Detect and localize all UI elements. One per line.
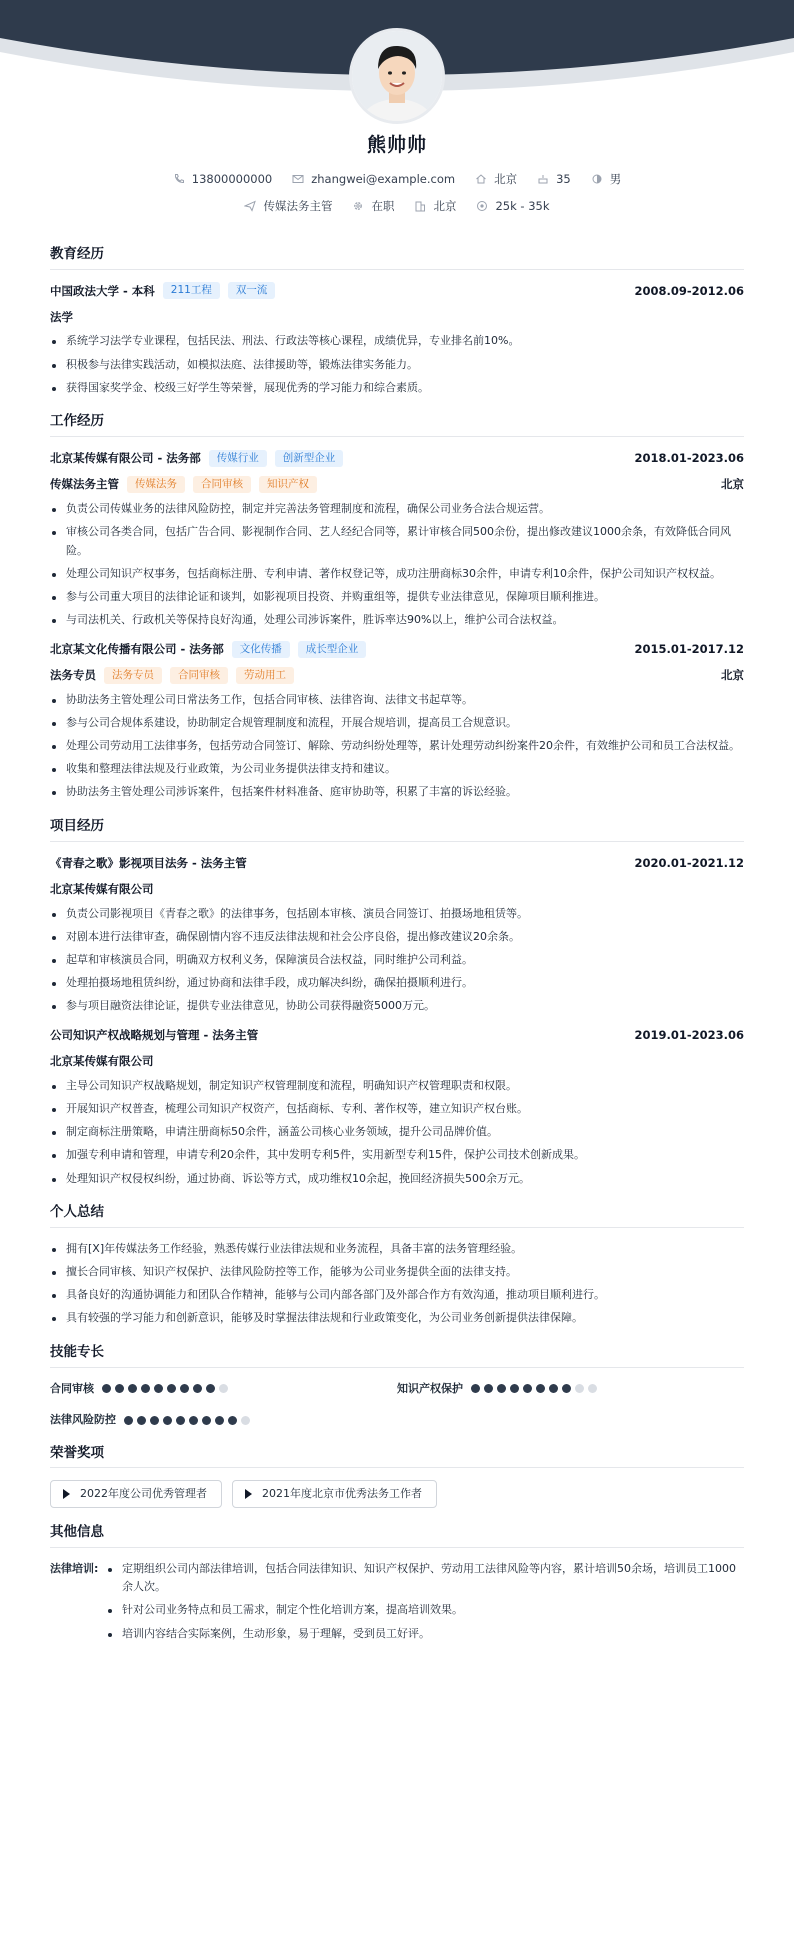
play-icon xyxy=(63,1489,70,1499)
skills-section xyxy=(50,1342,744,1429)
candidate-name: 熊帅帅 xyxy=(366,134,427,156)
project-company: 北京某传媒有限公司 xyxy=(50,1054,154,1069)
skill-dot-filled xyxy=(102,1384,111,1393)
list-item: 处理公司劳动用工法律事务，包括劳动合同签订、解除、劳动纠纷处理等，累计处理劳动纠纷案件20余件，有效维护公司和员工合法权益。 xyxy=(50,737,744,756)
skill-dot-empty xyxy=(588,1384,597,1393)
work-entry xyxy=(50,640,744,802)
building-icon xyxy=(414,200,426,212)
skill-dot-filled xyxy=(523,1384,532,1393)
skill-dot-empty xyxy=(575,1384,584,1393)
work-date: 2015.01-2017.12 xyxy=(634,641,744,656)
role-head xyxy=(50,475,317,493)
tag: 知识产权 xyxy=(259,476,317,493)
skill-level-dots xyxy=(471,1384,597,1393)
list-item: 获得国家奖学金、校级三好学生等荣誉，展现优秀的学习能力和综合素质。 xyxy=(50,379,744,398)
age-item xyxy=(537,170,571,188)
status-item xyxy=(352,197,394,215)
list-item: 与司法机关、行政机关等保持良好沟通，处理公司涉诉案件，胜诉率达90%以上，维护公司合法权益。 xyxy=(50,611,744,630)
school-name: 中国政法大学 - 本科 xyxy=(50,283,155,298)
gender-icon xyxy=(591,173,603,185)
status-text: 在职 xyxy=(371,199,395,213)
work-date: 2018.01-2023.06 xyxy=(634,451,744,466)
list-item: 起草和审核演员合同，明确双方权利义务，保障演员合法权益，同时维护公司利益。 xyxy=(50,951,744,970)
tag: 传媒行业 xyxy=(209,450,267,467)
company-name: 北京某文化传播有限公司 - 法务部 xyxy=(50,641,224,656)
honors-section xyxy=(50,1443,744,1508)
project-list xyxy=(50,905,744,1016)
award-badge xyxy=(232,1480,437,1508)
skills-grid xyxy=(50,1380,744,1429)
project-name: 《青春之歌》影视项目法务 - 法务主管 xyxy=(50,855,247,870)
list-item: 培训内容结合实际案例，生动形象，易于理解，受到员工好评。 xyxy=(106,1625,744,1644)
other-label: 法律培训: xyxy=(50,1561,99,1575)
role-head xyxy=(50,666,294,684)
list-item: 定期组织公司内部法律培训，包括合同法律知识、知识产权保护、劳动用工法律风险等内容，累计培训50余场，培训员工1000余人次。 xyxy=(106,1560,744,1597)
other-list xyxy=(106,1560,744,1648)
skill-dot-filled xyxy=(536,1384,545,1393)
list-item: 参与项目融资法律论证，提供专业法律意见，协助公司获得融资5000万元。 xyxy=(50,997,744,1016)
skill-dot-filled xyxy=(193,1384,202,1393)
phone-icon xyxy=(173,173,185,185)
award-badge xyxy=(50,1480,222,1508)
tag: 211工程 xyxy=(163,282,220,299)
list-item: 拥有[X]年传媒法务工作经验，熟悉传媒行业法律法规和业务流程，具备丰富的法务管理经验。 xyxy=(50,1240,744,1259)
skill-dot-empty xyxy=(241,1416,250,1425)
mail-icon xyxy=(292,173,304,185)
list-item: 具有较强的学习能力和创新意识，能够及时掌握法律法规和行业政策变化，为公司业务创新提供法律保障。 xyxy=(50,1309,744,1328)
list-item: 开展知识产权普查，梳理公司知识产权资产，包括商标、专利、著作权等，建立知识产权台账。 xyxy=(50,1100,744,1119)
list-item: 制定商标注册策略，申请注册商标50余件，涵盖公司核心业务领域，提升公司品牌价值。 xyxy=(50,1123,744,1142)
skill-dot-filled xyxy=(228,1416,237,1425)
salary-item xyxy=(476,197,549,215)
section-title: 项目经历 xyxy=(50,816,744,842)
list-item: 负责公司传媒业务的法律风险防控，制定并完善法务管理制度和流程，确保公司业务合法合规运营。 xyxy=(50,500,744,519)
tag: 法务专员 xyxy=(104,667,162,684)
work-head xyxy=(50,449,343,467)
skill-dot-filled xyxy=(167,1384,176,1393)
project-header xyxy=(50,854,744,872)
play-icon xyxy=(245,1489,252,1499)
list-item: 参与公司合规体系建设，协助制定合规管理制度和流程，开展合规培训，提高员工合规意识。 xyxy=(50,714,744,733)
home-icon xyxy=(475,173,487,185)
list-item: 对剧本进行法律审查，确保剧情内容不违反法律法规和社会公序良俗，提出修改建议20余条。 xyxy=(50,928,744,947)
summary-list xyxy=(50,1240,744,1328)
other-section xyxy=(50,1522,744,1648)
list-item: 处理知识产权侵权纠纷，通过协商、诉讼等方式，成功维权10余起，挽回经济损失500余万元。 xyxy=(50,1170,744,1189)
role-row xyxy=(50,666,744,684)
project-section xyxy=(50,816,744,1188)
list-item: 针对公司业务特点和员工需求，制定个性化培训方案，提高培训效果。 xyxy=(106,1601,744,1620)
skill-item xyxy=(397,1380,744,1398)
skill-item xyxy=(50,1380,397,1398)
phone-text: 13800000000 xyxy=(191,172,273,186)
education-head xyxy=(50,282,275,300)
gender-text: 男 xyxy=(609,172,622,186)
skill-level-dots xyxy=(102,1384,228,1393)
section-title: 个人总结 xyxy=(50,1202,744,1228)
skill-dot-filled xyxy=(497,1384,506,1393)
awards-list xyxy=(50,1480,744,1508)
gender-item xyxy=(591,170,622,188)
tag: 双一流 xyxy=(228,282,276,299)
skill-dot-filled xyxy=(215,1416,224,1425)
section-title: 荣誉奖项 xyxy=(50,1443,744,1469)
project-date: 2020.01-2021.12 xyxy=(634,855,744,870)
list-item: 审核公司各类合同，包括广告合同、影视制作合同、艺人经纪合同等，累计审核合同500余份，提出修改建议1000余条，有效降低合同风险。 xyxy=(50,523,744,560)
other-info xyxy=(50,1560,744,1648)
tag: 合同审核 xyxy=(193,476,251,493)
list-item: 系统学习法学专业课程，包括民法、刑法、行政法等核心课程，成绩优异，专业排名前10%。 xyxy=(50,332,744,351)
skill-dot-filled xyxy=(202,1416,211,1425)
contact-row-basic xyxy=(0,170,794,188)
award-text: 2022年度公司优秀管理者 xyxy=(80,1487,207,1501)
skill-dot-filled xyxy=(154,1384,163,1393)
role-name: 传媒法务主管 xyxy=(50,477,119,492)
work-list xyxy=(50,500,744,630)
gear-icon xyxy=(352,200,364,212)
location-item xyxy=(475,170,517,188)
work-section xyxy=(50,411,744,802)
skill-dot-filled xyxy=(163,1416,172,1425)
location-text: 北京 xyxy=(494,172,518,186)
skill-level-dots xyxy=(124,1416,250,1425)
skill-dot-filled xyxy=(150,1416,159,1425)
work-head xyxy=(50,640,366,658)
list-item: 收集和整理法律法规及行业政策，为公司业务提供法律支持和建议。 xyxy=(50,760,744,779)
list-item: 负责公司影视项目《青春之歌》的法律事务，包括剧本审核、演员合同签订、拍摄场地租赁等。 xyxy=(50,905,744,924)
email-item xyxy=(292,170,455,188)
work-header xyxy=(50,640,744,658)
section-title: 其他信息 xyxy=(50,1522,744,1548)
target-city-text: 北京 xyxy=(433,199,457,213)
work-list xyxy=(50,691,744,802)
skill-dot-filled xyxy=(141,1384,150,1393)
tag: 成长型企业 xyxy=(298,641,367,658)
education-header xyxy=(50,282,744,300)
list-item: 协助法务主管处理公司日常法务工作，包括合同审核、法律咨询、法律文书起草等。 xyxy=(50,691,744,710)
list-item: 处理公司知识产权事务，包括商标注册、专利申请、著作权登记等，成功注册商标30余件，申请专利10余件，保护公司知识产权权益。 xyxy=(50,565,744,584)
work-city: 北京 xyxy=(721,477,744,492)
project-company: 北京某传媒有限公司 xyxy=(50,882,154,897)
skill-dot-filled xyxy=(180,1384,189,1393)
age-text: 35 xyxy=(556,172,571,186)
skill-dot-filled xyxy=(189,1416,198,1425)
role-name: 法务专员 xyxy=(50,668,96,683)
project-name: 公司知识产权战略规划与管理 - 法务主管 xyxy=(50,1027,259,1042)
summary-section xyxy=(50,1202,744,1328)
skill-dot-filled xyxy=(206,1384,215,1393)
list-item: 具备良好的沟通协调能力和团队合作精神，能够与公司内部各部门及外部合作方有效沟通，推动项目顺利进行。 xyxy=(50,1286,744,1305)
work-header xyxy=(50,449,744,467)
phone-item xyxy=(173,170,272,188)
list-item: 擅长合同审核、知识产权保护、法律风险防控等工作，能够为公司业务提供全面的法律支持。 xyxy=(50,1263,744,1282)
job-target-item xyxy=(244,197,332,215)
award-text: 2021年度北京市优秀法务工作者 xyxy=(262,1487,422,1501)
avatar xyxy=(349,28,445,124)
section-title: 技能专长 xyxy=(50,1342,744,1368)
list-item: 积极参与法律实践活动，如模拟法庭、法律援助等，锻炼法律实务能力。 xyxy=(50,356,744,375)
list-item: 参与公司重大项目的法律论证和谈判，如影视项目投资、并购重组等，提供专业法律意见，保障项目顺利推进。 xyxy=(50,588,744,607)
company-name: 北京某传媒有限公司 - 法务部 xyxy=(50,451,201,466)
skill-dot-filled xyxy=(176,1416,185,1425)
cake-icon xyxy=(537,173,549,185)
project-entry xyxy=(50,854,744,1016)
target-city-item xyxy=(414,197,456,215)
avatar-portrait-icon xyxy=(352,31,442,121)
work-entry xyxy=(50,449,744,630)
skill-dot-filled xyxy=(471,1384,480,1393)
role-row xyxy=(50,475,744,493)
skill-item xyxy=(50,1411,397,1429)
skill-dot-empty xyxy=(219,1384,228,1393)
skill-dot-filled xyxy=(510,1384,519,1393)
list-item: 主导公司知识产权战略规划，制定知识产权管理制度和流程，明确知识产权管理职责和权限。 xyxy=(50,1077,744,1096)
salary-text: 25k - 35k xyxy=(495,199,550,213)
project-header xyxy=(50,1026,744,1044)
job-target-text: 传媒法务主管 xyxy=(263,199,333,213)
skill-name: 知识产权保护 xyxy=(397,1381,463,1395)
skill-dot-filled xyxy=(137,1416,146,1425)
skill-dot-filled xyxy=(549,1384,558,1393)
coin-icon xyxy=(476,200,488,212)
list-item: 加强专利申请和管理，申请专利20余件，其中发明专利5件，实用新型专利15件，保护公司技术创新成果。 xyxy=(50,1146,744,1165)
section-title: 工作经历 xyxy=(50,411,744,437)
resume-content xyxy=(50,244,744,1662)
skill-name: 合同审核 xyxy=(50,1381,94,1395)
major: 法学 xyxy=(50,309,73,324)
tag: 劳动用工 xyxy=(236,667,294,684)
tag: 文化传播 xyxy=(232,641,290,658)
contact-row-intent xyxy=(0,197,794,215)
list-item: 协助法务主管处理公司涉诉案件，包括案件材料准备、庭审协助等，积累了丰富的诉讼经验。 xyxy=(50,783,744,802)
skill-dot-filled xyxy=(124,1416,133,1425)
send-icon xyxy=(244,200,256,212)
work-city: 北京 xyxy=(721,668,744,683)
section-title: 教育经历 xyxy=(50,244,744,270)
project-date: 2019.01-2023.06 xyxy=(634,1027,744,1042)
tag: 创新型企业 xyxy=(275,450,344,467)
tag: 传媒法务 xyxy=(127,476,185,493)
skill-dot-filled xyxy=(128,1384,137,1393)
list-item: 处理拍摄场地租赁纠纷，通过协商和法律手段，成功解决纠纷，确保拍摄顺利进行。 xyxy=(50,974,744,993)
tag: 合同审核 xyxy=(170,667,228,684)
skill-dot-filled xyxy=(115,1384,124,1393)
skill-dot-filled xyxy=(562,1384,571,1393)
education-date: 2008.09-2012.06 xyxy=(634,283,744,298)
project-entry xyxy=(50,1026,744,1188)
skill-dot-filled xyxy=(484,1384,493,1393)
project-list xyxy=(50,1077,744,1188)
skill-name: 法律风险防控 xyxy=(50,1413,116,1427)
education-list xyxy=(50,332,744,397)
education-section xyxy=(50,244,744,397)
email-text: zhangwei@example.com xyxy=(311,172,456,186)
